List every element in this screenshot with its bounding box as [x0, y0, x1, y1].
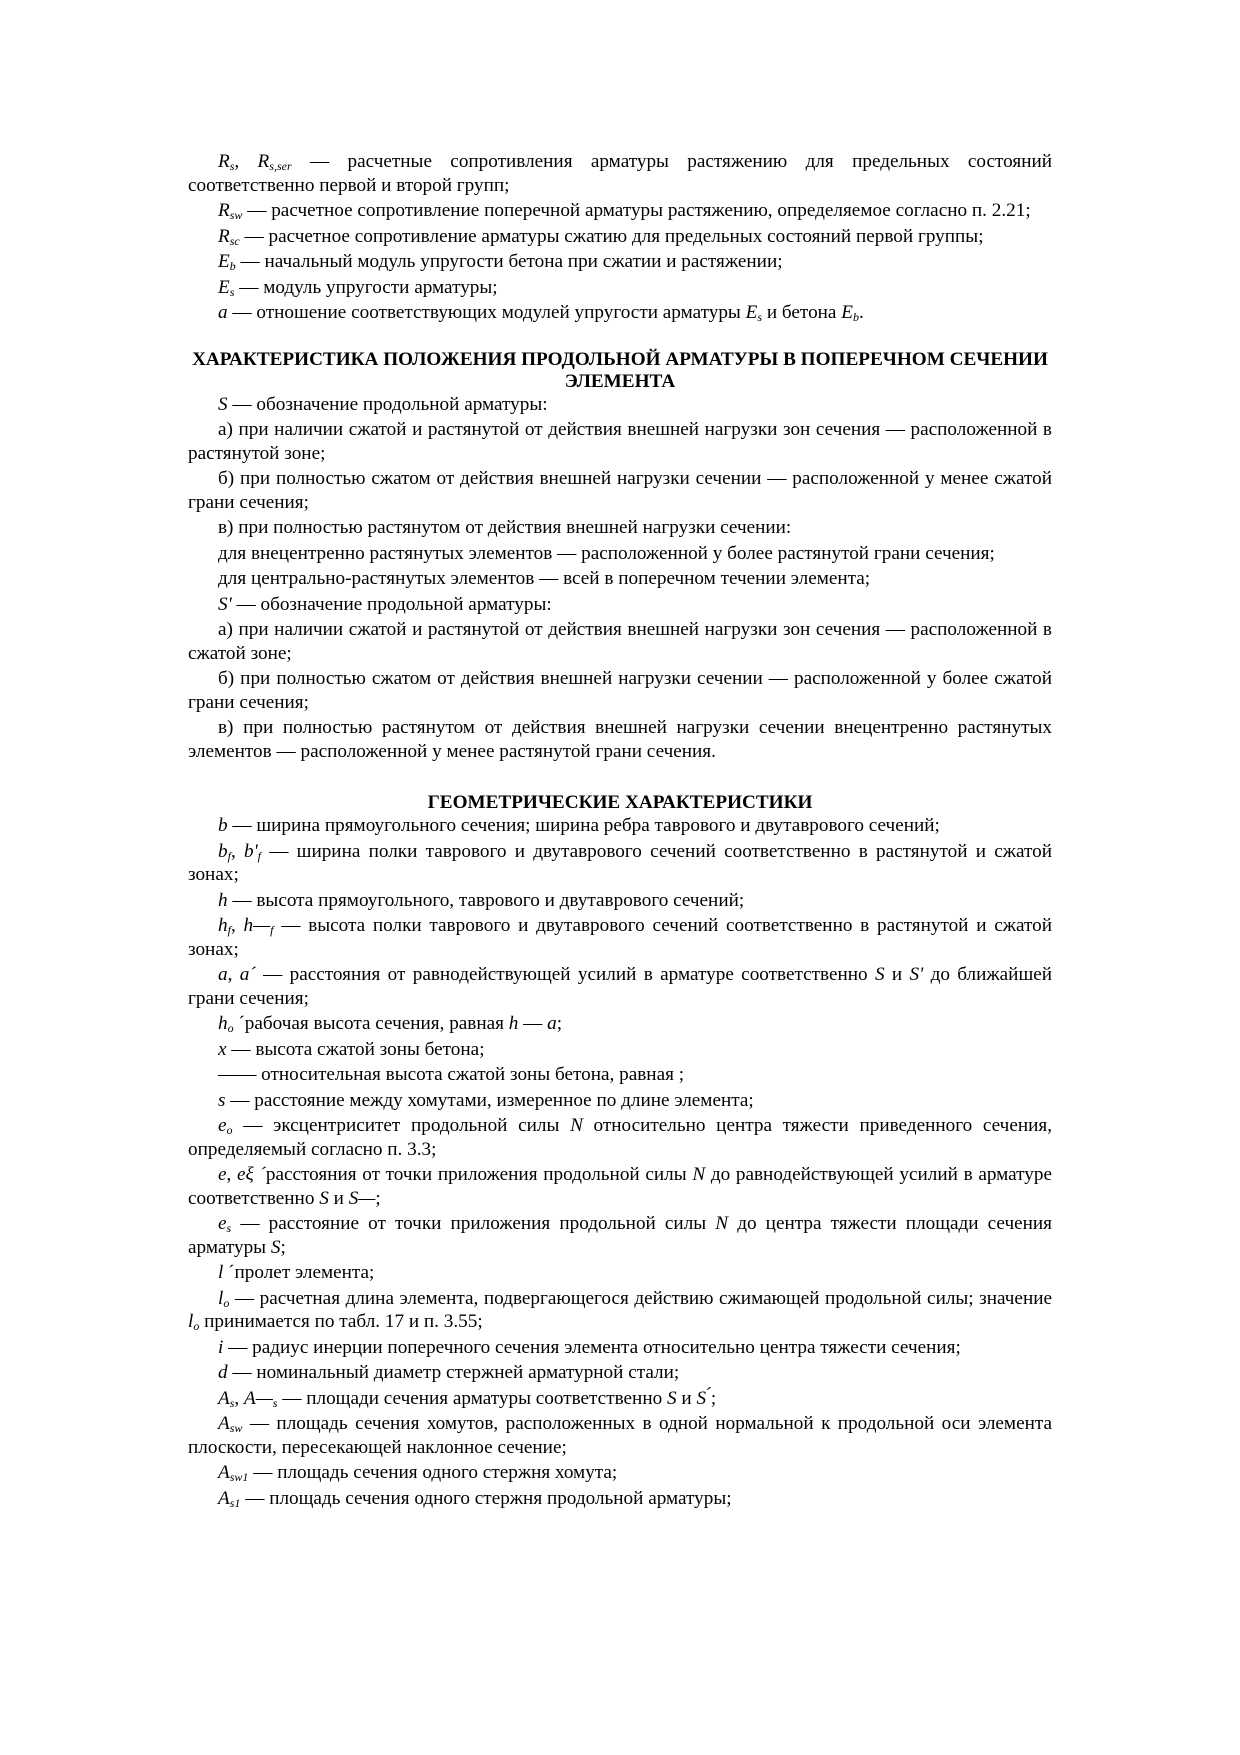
inline-symbol: S: [874, 964, 885, 985]
notation-entry: [188, 250, 1052, 274]
symbol: a: [218, 302, 228, 323]
inline-symbol-2: S ́: [696, 1387, 711, 1409]
symbol-2-subscript: s: [272, 1395, 278, 1410]
notation-entry: [188, 1038, 1052, 1062]
symbol-subscript: sw1: [229, 1470, 249, 1484]
notation-block-materials: [188, 150, 1052, 325]
symbol: h: [218, 889, 228, 911]
notation-entry: [188, 1487, 1052, 1511]
notation-entry: [188, 914, 1052, 961]
definition-text: — расчетные сопротивления арматуры растяжению для предельных состояний соответственно первой и второй групп;: [188, 151, 1052, 196]
symbol-2: a´: [239, 964, 256, 985]
definition-text-end-2: ;: [375, 1187, 381, 1209]
symbol: e: [218, 1115, 227, 1136]
inline-symbol: N: [715, 1213, 729, 1234]
notation-entry: [188, 1387, 1052, 1411]
definition-text: — площади сечения арматуры соответственно: [277, 1387, 667, 1409]
notation-block-geometry: [188, 814, 1052, 1510]
notation-entry: [188, 542, 1052, 566]
definition-text: для центрально-растянутых элементов — всей в поперечном течении элемента;: [218, 568, 871, 589]
notation-entry: [188, 1212, 1052, 1259]
symbol-subscript: sw: [229, 208, 243, 222]
definition-text: а) при наличии сжатой и растянутой от действия внешней нагрузки зон сечения — расположенной в сжатой зоне;: [188, 619, 1052, 664]
definition-text: б) при полностью сжатом от действия внешней нагрузки сечении — расположенной у менее сжатой грани сечения;: [188, 468, 1052, 513]
definition-text: в) при полностью растянутом от действия внешней нагрузки сечении:: [218, 517, 792, 538]
inline-symbol: E: [745, 302, 758, 323]
inline-symbol-3: S—: [348, 1187, 376, 1209]
definition-text-continued: и бетона: [762, 302, 842, 323]
inline-symbol: N: [692, 1164, 706, 1185]
inline-symbol: l: [188, 1311, 194, 1332]
symbol: e: [218, 1213, 227, 1234]
symbol: x: [218, 1038, 227, 1060]
symbol: S': [218, 593, 232, 615]
inline-symbol-2: a: [547, 1013, 557, 1034]
inline-symbol: N: [570, 1115, 583, 1136]
definition-text-continued: и: [676, 1387, 697, 1409]
notation-entry: [188, 567, 1052, 591]
symbol-subscript: o: [226, 1123, 233, 1137]
symbol: R: [218, 200, 230, 221]
notation-entry: [188, 1361, 1052, 1385]
notation-entry: [188, 467, 1052, 514]
inline-symbol: S: [666, 1387, 677, 1409]
inline-symbol-2: S': [909, 964, 924, 985]
definition-text-end: и: [328, 1187, 349, 1209]
definition-text-continued: до центра тяжести площади сечения арматуры: [188, 1213, 1052, 1258]
definition-text: — модуль упругости арматуры;: [234, 276, 498, 298]
separator: ,: [234, 151, 258, 172]
symbol-2: R: [257, 151, 270, 172]
inline-symbol: h: [508, 1013, 519, 1034]
symbol-2-subscript: s,ser: [269, 159, 292, 173]
symbol: A: [218, 1413, 230, 1434]
notation-entry: [188, 1089, 1052, 1113]
notation-entry: [188, 1261, 1052, 1285]
inline-symbol-2: S: [270, 1236, 281, 1258]
definition-text: — начальный модуль упругости бетона при сжатии и растяжении;: [235, 251, 783, 272]
symbol-subscript: sc: [229, 233, 240, 248]
symbol: h: [218, 915, 228, 936]
definition-text: — расчетная длина элемента, подвергающегося действию сжимающей продольной силы; значение: [229, 1287, 1052, 1309]
notation-entry: [188, 618, 1052, 665]
definition-text: — площадь сечения хомутов, расположенных в одной нормальной к продольной оси элемента плоскости, пересекающей наклонное сечение;: [188, 1413, 1052, 1458]
notation-entry: [188, 814, 1052, 838]
symbol: l: [218, 1287, 224, 1309]
symbol-subscript: o: [223, 1295, 230, 1310]
symbol: E: [218, 251, 230, 272]
inline-symbol-2: S: [319, 1187, 329, 1209]
symbol-subscript: s: [226, 1221, 232, 1235]
definition-text: — высота прямоугольного, таврового и двутаврового сечений;: [227, 889, 745, 911]
symbol-subscript: f: [227, 923, 231, 937]
definition-text: — высота полки таврового и двутаврового сечений соответственно в растянутой и сжатой зонах;: [188, 915, 1053, 960]
symbol-subscript: s1: [229, 1495, 241, 1510]
inline-symbol-2-subscript: b: [852, 310, 859, 324]
definition-text: — расстояние от точки приложения продольной силы: [231, 1213, 716, 1234]
notation-entry: [188, 418, 1052, 465]
definition-text: — обозначение продольной арматуры:: [231, 593, 552, 615]
definition-text-end: до ближайшей грани сечения;: [188, 964, 1053, 1009]
definition-text-end: ;: [280, 1236, 286, 1258]
notation-entry: [188, 199, 1052, 223]
definition-text: — расчетное сопротивление поперечной арматуры растяжению, определяемое согласно п. 2.21;: [242, 200, 1031, 221]
separator: ,: [234, 1387, 244, 1409]
definition-text-continued: до равнодействующей усилий в арматуре соответственно: [188, 1164, 1053, 1209]
definition-text: — ширина прямоугольного сечения; ширина ребра таврового и двутаврового сечений;: [227, 815, 940, 836]
symbol: R: [218, 225, 230, 247]
symbol: R: [218, 151, 230, 172]
notation-entry: [188, 1336, 1052, 1360]
symbol: A: [218, 1462, 230, 1483]
symbol: A: [218, 1387, 230, 1409]
definition-text: — радиус инерции поперечного сечения элемента относительно центра тяжести сечения;: [223, 1336, 961, 1358]
symbol: b: [218, 840, 228, 862]
symbol: b: [218, 815, 228, 836]
symbol: e: [218, 1164, 227, 1185]
separator: ,: [226, 1164, 238, 1185]
separator: ,: [230, 840, 244, 862]
symbol-subscript: s: [229, 159, 235, 173]
symbol: s: [218, 1089, 226, 1111]
symbol: a: [218, 964, 228, 985]
symbol-subscript: b: [229, 259, 236, 273]
symbol-2-subscript: f: [270, 923, 274, 937]
definition-text: — ширина полки таврового и двутаврового сечений соответственно в растянутой и сжатой зонах;: [188, 840, 1052, 885]
notation-entry: [188, 1412, 1052, 1459]
definition-text: ´пролет элемента;: [223, 1262, 375, 1283]
definition-text: — высота сжатой зоны бетона;: [226, 1038, 485, 1060]
definition-text: в) при полностью растянутом от действия внешней нагрузки сечении внецентренно растянутых элементов — расположенной у менее растянутой грани сечения.: [188, 717, 1052, 762]
definition-text-end: ;: [710, 1387, 717, 1409]
definition-text-end: .: [858, 302, 864, 323]
definition-text: расстояния от точки приложения продольной силы: [265, 1164, 693, 1185]
definition-text: — расстояние между хомутами, измеренное по длине элемента;: [225, 1089, 754, 1111]
definition-text: — площадь сечения одного стержня хомута;: [248, 1462, 618, 1483]
notation-entry: [188, 393, 1052, 417]
definition-text: — отношение соответствующих модулей упругости арматуры: [227, 302, 746, 323]
definition-text: — номинальный диаметр стержней арматурной стали;: [227, 1362, 680, 1383]
symbol-subscript: o: [227, 1021, 234, 1035]
inline-symbol-subscript: s: [757, 310, 763, 324]
definition-text-end: ;: [556, 1013, 563, 1034]
notation-entry: [188, 225, 1052, 249]
notation-entry: [188, 667, 1052, 714]
symbol-2: eξ ´: [237, 1164, 266, 1185]
notation-entry: [188, 516, 1052, 540]
symbol-2: b': [243, 840, 258, 862]
definition-text: — эксцентриситет продольной силы: [232, 1115, 571, 1136]
document-page: [188, 150, 1052, 1512]
definition-text: для внецентренно растянутых элементов — расположенной у более растянутой грани сечения;: [218, 542, 995, 564]
notation-entry: [188, 1063, 1052, 1087]
definition-text: а) при наличии сжатой и растянутой от действия внешней нагрузки зон сечения — расположенной в растянутой зоне;: [188, 419, 1052, 464]
definition-text: — обозначение продольной арматуры:: [227, 393, 548, 415]
notation-entry: [188, 1012, 1052, 1036]
definition-text: — расчетное сопротивление арматуры сжатию для предельных состояний первой группы;: [239, 225, 984, 247]
symbol: d: [218, 1362, 228, 1383]
separator: ,: [230, 915, 244, 936]
symbol-2: A—: [244, 1387, 273, 1409]
symbol-subscript: sw: [229, 1421, 243, 1435]
section-heading-geometry: ГЕОМЕТРИЧЕСКИЕ ХАРАКТЕРИСТИКИ: [427, 792, 813, 813]
section-heading-reinforcement-position: ХАРАКТЕРИСТИКА ПОЛОЖЕНИЯ ПРОДОЛЬНОЙ АРМАТУРЫ В ПОПЕРЕЧНОМ СЕЧЕНИИ ЭЛЕМЕНТА: [192, 348, 1048, 392]
symbol: S: [218, 393, 228, 415]
notation-entry: [188, 1114, 1052, 1161]
notation-entry: [188, 593, 1052, 617]
notation-entry: [188, 963, 1052, 1010]
notation-entry: [188, 716, 1052, 763]
notation-block-reinforcement: [188, 393, 1052, 764]
notation-entry: [188, 1163, 1052, 1210]
symbol-subscript: s: [229, 1395, 235, 1410]
definition-text: — площадь сечения одного стержня продольной арматуры;: [240, 1487, 732, 1509]
notation-entry: [188, 840, 1052, 887]
symbol: l: [218, 1262, 224, 1283]
definition-text: б) при полностью сжатом от действия внешней нагрузки сечении — расположенной у более сжатой грани сечения;: [188, 668, 1052, 713]
symbol: h: [218, 1013, 228, 1034]
symbol: E: [218, 276, 230, 298]
notation-entry: [188, 1461, 1052, 1485]
symbol-2: h—: [243, 915, 271, 936]
inline-symbol-2: E: [841, 302, 853, 323]
symbol-subscript: s: [229, 284, 235, 299]
notation-entry: [188, 150, 1052, 197]
symbol: A: [218, 1487, 230, 1509]
notation-entry: [188, 889, 1052, 913]
definition-text: —— относительная высота сжатой зоны бетона, равная ;: [218, 1064, 685, 1085]
definition-text-continued: —: [518, 1013, 548, 1034]
symbol-2-subscript: f: [257, 848, 262, 863]
symbol-subscript: f: [227, 848, 231, 863]
definition-text: — расстояния от равнодействующей усилий в арматуре соответственно: [255, 964, 875, 985]
symbol: i: [218, 1336, 224, 1358]
notation-entry: [188, 1287, 1052, 1334]
definition-text-continued: принимается по табл. 17 и п. 3.55;: [199, 1311, 483, 1332]
separator: ,: [227, 964, 240, 985]
definition-text: ´рабочая высота сечения, равная: [233, 1013, 509, 1034]
notation-entry: [188, 276, 1052, 300]
inline-symbol-subscript: o: [193, 1319, 200, 1333]
notation-entry: [188, 301, 1052, 325]
definition-text-continued: относительно центра тяжести приведенного сечения, определяемый согласно п. 3.3;: [188, 1115, 1052, 1160]
definition-text-continued: и: [884, 964, 910, 985]
